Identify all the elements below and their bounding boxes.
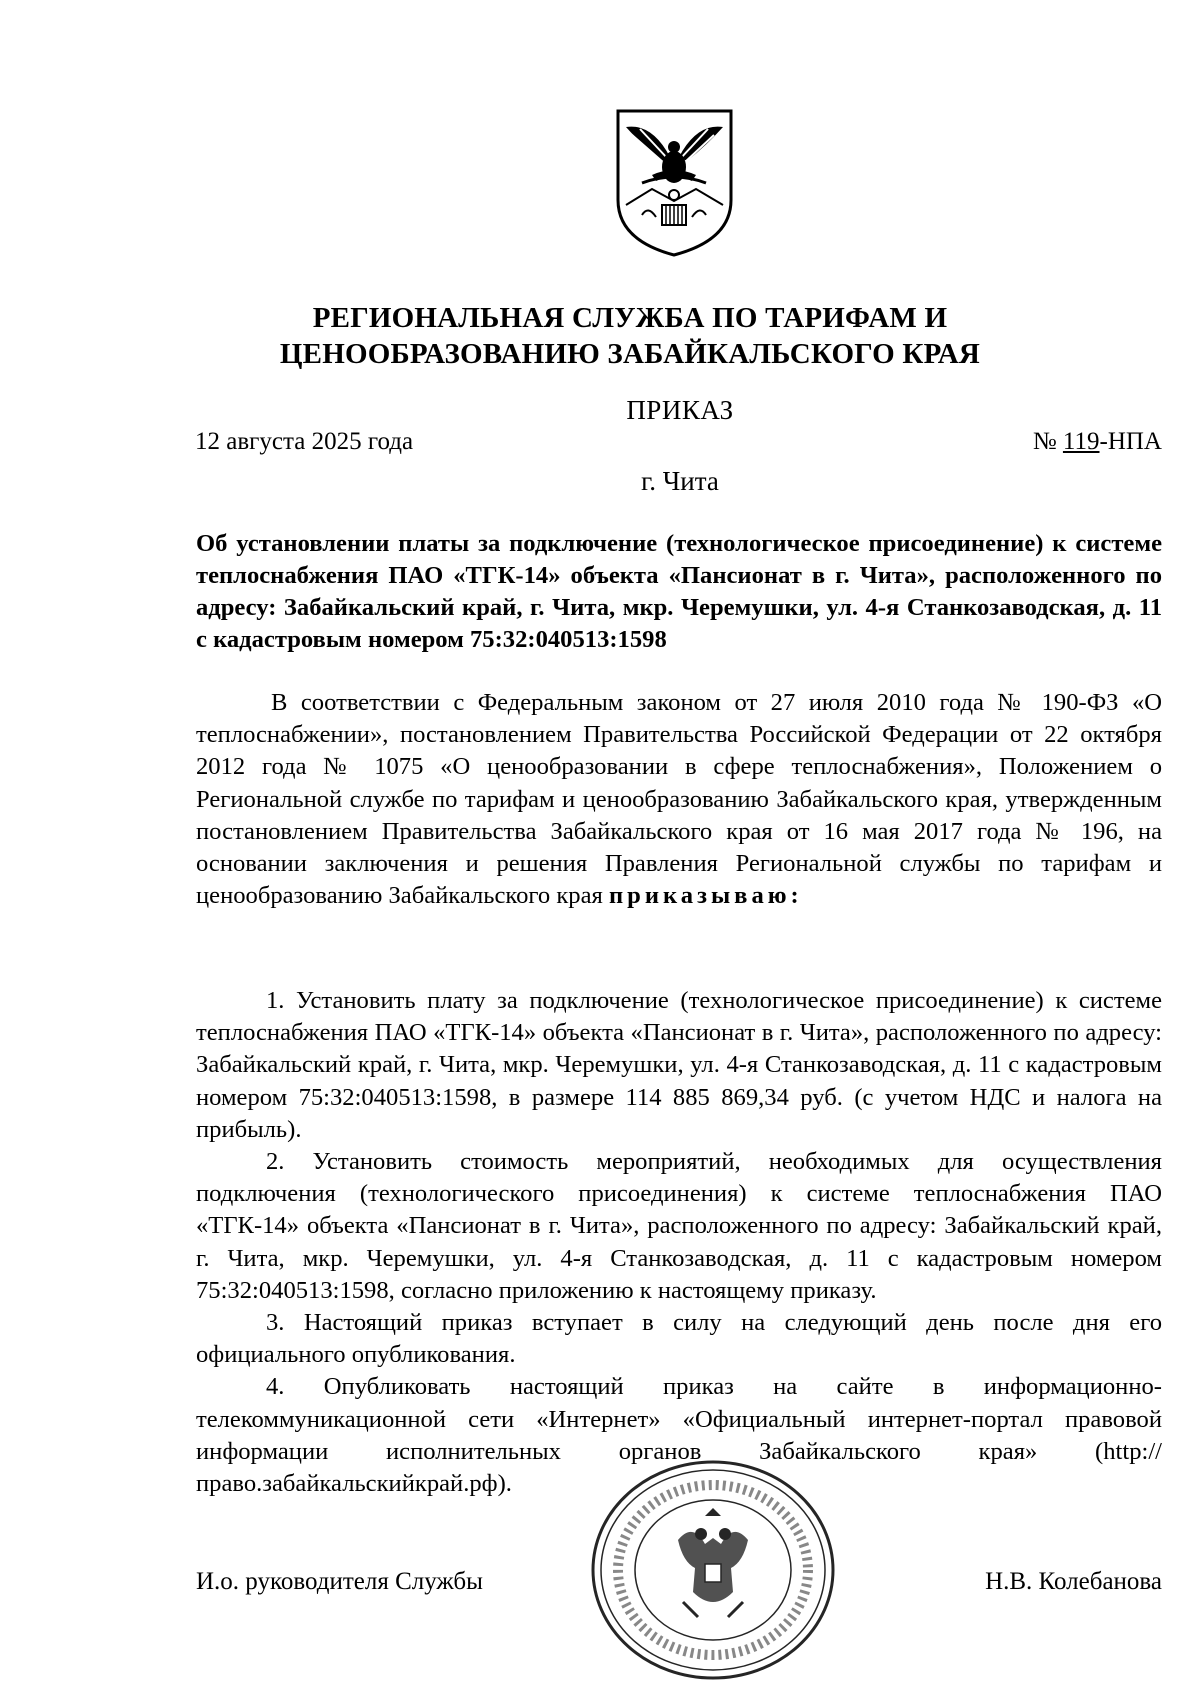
document-type: ПРИКАЗ [626, 395, 734, 425]
order-item-1: 1. Установить плату за подключение (технологическое присоединение) к системе теплоснабжения ПАО «ТГК-14» объекта «Пансионат в г. Чита», расположенного по адресу: Забайкальский край, г. Чита, мкр. Черемушки, ул. 4-я Станкозаводская, д. 11 с кадастровым номером 75:32:040513:1598, в размере 114 885 869,34 руб. (с учетом НДС и налога на прибыль). [196, 987, 1162, 1143]
organization-name-line-1: РЕГИОНАЛЬНАЯ СЛУЖБА ПО ТАРИФАМ И [312, 302, 948, 334]
number-prefix: № [1032, 428, 1063, 455]
order-item-3: 3. Настоящий приказ вступает в силу на следующий день после дня его официального опубликования. [196, 1309, 1162, 1369]
signatory-title: И.о. руководителя Службы [196, 1568, 483, 1595]
order-item-4: 4. Опубликовать настоящий приказ на сайте в информационно-телекоммуникационной сети «Интернет» «Официальный интернет-портал правовой информации исполнительных органов Забайкальского края» (http://право.забайкальскийкрай.рф). [196, 1373, 1162, 1498]
number-suffix: -НПА [1099, 428, 1162, 455]
coat-of-arms-icon [612, 105, 737, 258]
document-number [1033, 428, 1162, 456]
preamble-text: В соответствии с Федеральным законом от 27 июля 2010 года № 190-ФЗ «О теплоснабжении», постановлением Правительства Российской Федерации от 22 октября 2012 года № 1075 «О ценообразовании в сфере теплоснабжения», Положением о Региональной службе по тарифам и ценообразованию Забайкальского края, утвержденным постановлением Правительства Забайкальского края от 16 мая 2017 года № 196, на основании заключения и решения Правления Региональной службы по тарифам и ценообразованию Забайкальского края [196, 689, 1162, 910]
document-subject: Об установлении платы за подключение (технологическое присоединение) к системе теплоснабжения ПАО «ТГК-14» объекта «Пансионат в г. Чита», расположенного по адресу: Забайкальский край, г. Чита, мкр. Черемушки, ул. 4-я Станкозаводская, д. 11 с кадастровым номером 75:32:040513:1598 [196, 530, 1162, 653]
document-date: 12 августа 2025 года [195, 428, 414, 455]
signatory-name: Н.В. Колебанова [985, 1568, 1162, 1595]
order-item-2: 2. Установить стоимость мероприятий, необходимых для осуществления подключения (технологического присоединения) к системе теплоснабжения ПАО «ТГК-14» объекта «Пансионат в г. Чита», расположенного по адресу: Забайкальский край, г. Чита, мкр. Черемушки, ул. 4-я Станкозаводская, д. 11 с кадастровым номером 75:32:040513:1598, согласно приложению к настоящему приказу. [196, 1148, 1162, 1304]
document-city: г. Чита [641, 466, 719, 496]
number-value: 119 [1062, 428, 1100, 455]
order-word: приказываю: [608, 882, 803, 910]
organization-name-line-2: ЦЕНООБРАЗОВАНИЮ ЗАБАЙКАЛЬСКОГО КРАЯ [279, 338, 981, 370]
official-seal-icon [583, 1452, 843, 1684]
order-items [196, 985, 1162, 1500]
organization-name [200, 300, 1060, 372]
preamble-paragraph [196, 687, 1162, 912]
